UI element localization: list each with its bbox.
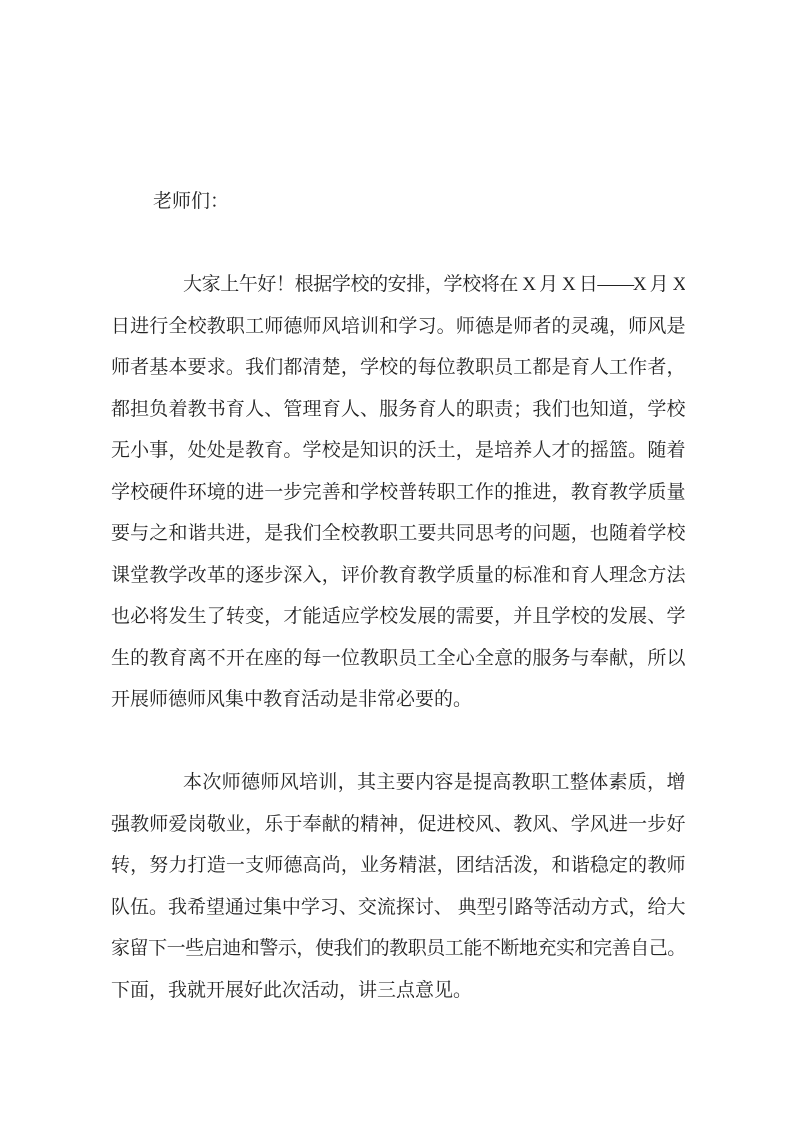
text-line: 课堂教学改革的逐步深入，评价教育教学质量的标准和育人理念方法 bbox=[111, 564, 685, 586]
text-line: 日进行全校教职工师德师风培训和学习。师德是师者的灵魂，师风是 bbox=[111, 315, 685, 337]
text-line: 学校硬件环境的进一步完善和学校普转职工作的推进，教育教学质量 bbox=[111, 481, 685, 503]
document-body bbox=[111, 181, 685, 1011]
text-line: 家留下一些启迪和警示，使我们的教职员工能不断地充实和完善自己。 bbox=[111, 938, 685, 959]
text-line: 师者基本要求。我们都清楚，学校的每位教职员工都是育人工作者， bbox=[111, 357, 685, 378]
salutation-line: 老师们： bbox=[153, 191, 230, 212]
text-line: 生的教育离不开在座的每一位教职员工全心全意的服务与奉献，所以 bbox=[111, 647, 685, 669]
text-line: 也必将发生了转变，才能适应学校发展的需要，并且学校的发展、学 bbox=[111, 606, 685, 627]
text-line: 强教师爱岗敬业，乐于奉献的精神，促进校风、教风、学风进一步好 bbox=[111, 813, 685, 835]
salutation bbox=[111, 181, 685, 223]
text-line: 下面，我就开展好此次活动，讲三点意见。 bbox=[111, 979, 473, 1001]
paragraph-2 bbox=[111, 762, 685, 1011]
paragraph-1 bbox=[111, 264, 685, 721]
text-line: 队伍。我希望通过集中学习、交流探讨、 典型引路等活动方式，给大 bbox=[111, 896, 685, 918]
text-line: 转，努力打造一支师德高尚，业务精湛，团结活泼，和谐稳定的教师 bbox=[111, 855, 685, 876]
text-line: 开展师德师风集中教育活动是非常必要的。 bbox=[111, 689, 473, 710]
text-line: 大家上午好！根据学校的安排，学校将在 X 月 X 日——X 月 X bbox=[183, 274, 685, 295]
text-line: 本次师德师风培训，其主要内容是提高教职工整体素质，增 bbox=[183, 772, 685, 793]
text-line: 无小事，处处是教育。学校是知识的沃土，是培养人才的摇篮。随着 bbox=[111, 440, 685, 461]
text-line: 要与之和谐共进，是我们全校教职工要共同思考的问题，也随着学校 bbox=[111, 523, 685, 544]
text-line: 都担负着教书育人、管理育人、服务育人的职责；我们也知道，学校 bbox=[111, 398, 685, 420]
